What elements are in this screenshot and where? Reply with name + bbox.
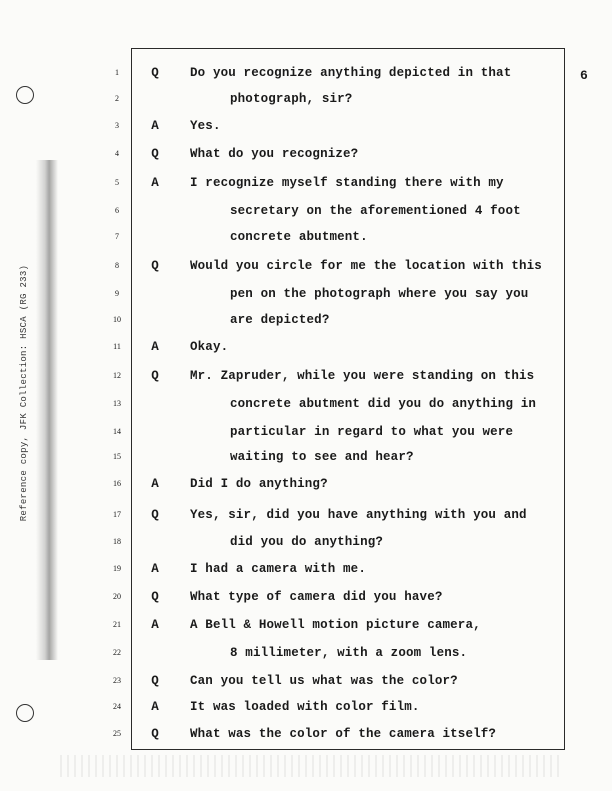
speaker-label: A xyxy=(151,562,159,576)
line-text: Yes, sir, did you have anything with you and xyxy=(190,508,527,522)
line-text: waiting to see and hear? xyxy=(230,450,414,464)
line-number: 11 xyxy=(113,342,121,351)
speaker-label: Q xyxy=(151,508,159,522)
line-number: 3 xyxy=(115,121,119,130)
line-text: are depicted? xyxy=(230,313,330,327)
line-text: Can you tell us what was the color? xyxy=(190,674,458,688)
line-number: 13 xyxy=(113,399,121,408)
line-number: 19 xyxy=(113,564,121,573)
line-number: 16 xyxy=(113,479,121,488)
page-number: 6 xyxy=(580,68,588,83)
transcript-line xyxy=(0,397,612,417)
transcript-line xyxy=(0,176,612,196)
line-number: 6 xyxy=(115,206,119,215)
speaker-label: A xyxy=(151,700,159,714)
line-number: 10 xyxy=(113,315,121,324)
scan-noise xyxy=(60,755,560,777)
speaker-label: Q xyxy=(151,727,159,741)
speaker-label: Q xyxy=(151,590,159,604)
line-number: 22 xyxy=(113,648,121,657)
line-number: 9 xyxy=(115,289,119,298)
speaker-label: A xyxy=(151,477,159,491)
line-text: pen on the photograph where you say you xyxy=(230,287,529,301)
line-text: A Bell & Howell motion picture camera, xyxy=(190,618,481,632)
line-text: photograph, sir? xyxy=(230,92,353,106)
line-number: 24 xyxy=(113,702,121,711)
transcript-line xyxy=(0,66,612,86)
line-text: What type of camera did you have? xyxy=(190,590,443,604)
line-text: particular in regard to what you were xyxy=(230,425,514,439)
line-text: concrete abutment did you do anything in xyxy=(230,397,537,411)
line-text: It was loaded with color film. xyxy=(190,700,420,714)
line-text: Did I do anything? xyxy=(190,477,328,491)
line-text: 8 millimeter, with a zoom lens. xyxy=(230,646,468,660)
line-number: 7 xyxy=(115,232,119,241)
transcript-line xyxy=(0,369,612,389)
transcript-line xyxy=(0,727,612,747)
line-number: 15 xyxy=(113,452,121,461)
line-text: Yes. xyxy=(190,119,221,133)
line-number: 4 xyxy=(115,149,119,158)
line-text: What do you recognize? xyxy=(190,147,359,161)
line-text: Do you recognize anything depicted in that xyxy=(190,66,512,80)
line-number: 12 xyxy=(113,371,121,380)
transcript-line xyxy=(0,590,612,610)
line-number: 25 xyxy=(113,729,121,738)
line-number: 14 xyxy=(113,427,121,436)
transcript-line xyxy=(0,259,612,279)
speaker-label: A xyxy=(151,618,159,632)
archive-stamp-text: Reference copy, JFK Collection: HSCA (RG 233) xyxy=(19,264,29,522)
line-number: 20 xyxy=(113,592,121,601)
line-text: Okay. xyxy=(190,340,229,354)
line-text: secretary on the aforementioned 4 foot xyxy=(230,204,521,218)
transcript-line xyxy=(0,618,612,638)
transcript-line xyxy=(0,508,612,528)
transcript-line xyxy=(0,230,612,250)
line-number: 8 xyxy=(115,261,119,270)
transcript-line xyxy=(0,562,612,582)
transcript-line xyxy=(0,119,612,139)
transcript-line xyxy=(0,340,612,360)
transcript-line xyxy=(0,204,612,224)
line-text: did you do anything? xyxy=(230,535,384,549)
transcript-line xyxy=(0,700,612,720)
transcript-line xyxy=(0,450,612,470)
speaker-label: A xyxy=(151,119,159,133)
speaker-label: Q xyxy=(151,259,159,273)
transcript-line xyxy=(0,674,612,694)
line-number: 2 xyxy=(115,94,119,103)
line-number: 1 xyxy=(115,68,119,77)
transcript-line xyxy=(0,313,612,333)
speaker-label: Q xyxy=(151,369,159,383)
speaker-label: Q xyxy=(151,147,159,161)
line-number: 21 xyxy=(113,620,121,629)
transcript-line xyxy=(0,646,612,666)
line-text: Would you circle for me the location with this xyxy=(190,259,542,273)
transcript-line xyxy=(0,535,612,555)
transcript-line xyxy=(0,287,612,307)
transcript-line xyxy=(0,92,612,112)
line-text: What was the color of the camera itself? xyxy=(190,727,497,741)
line-number: 5 xyxy=(115,178,119,187)
line-text: Mr. Zapruder, while you were standing on this xyxy=(190,369,535,383)
speaker-label: Q xyxy=(151,674,159,688)
line-number: 17 xyxy=(113,510,121,519)
transcript-line xyxy=(0,147,612,167)
transcript-line xyxy=(0,425,612,445)
line-number: 23 xyxy=(113,676,121,685)
speaker-label: Q xyxy=(151,66,159,80)
transcript-line xyxy=(0,477,612,497)
line-text: I recognize myself standing there with my xyxy=(190,176,504,190)
speaker-label: A xyxy=(151,340,159,354)
line-text: concrete abutment. xyxy=(230,230,368,244)
line-text: I had a camera with me. xyxy=(190,562,366,576)
speaker-label: A xyxy=(151,176,159,190)
line-number: 18 xyxy=(113,537,121,546)
